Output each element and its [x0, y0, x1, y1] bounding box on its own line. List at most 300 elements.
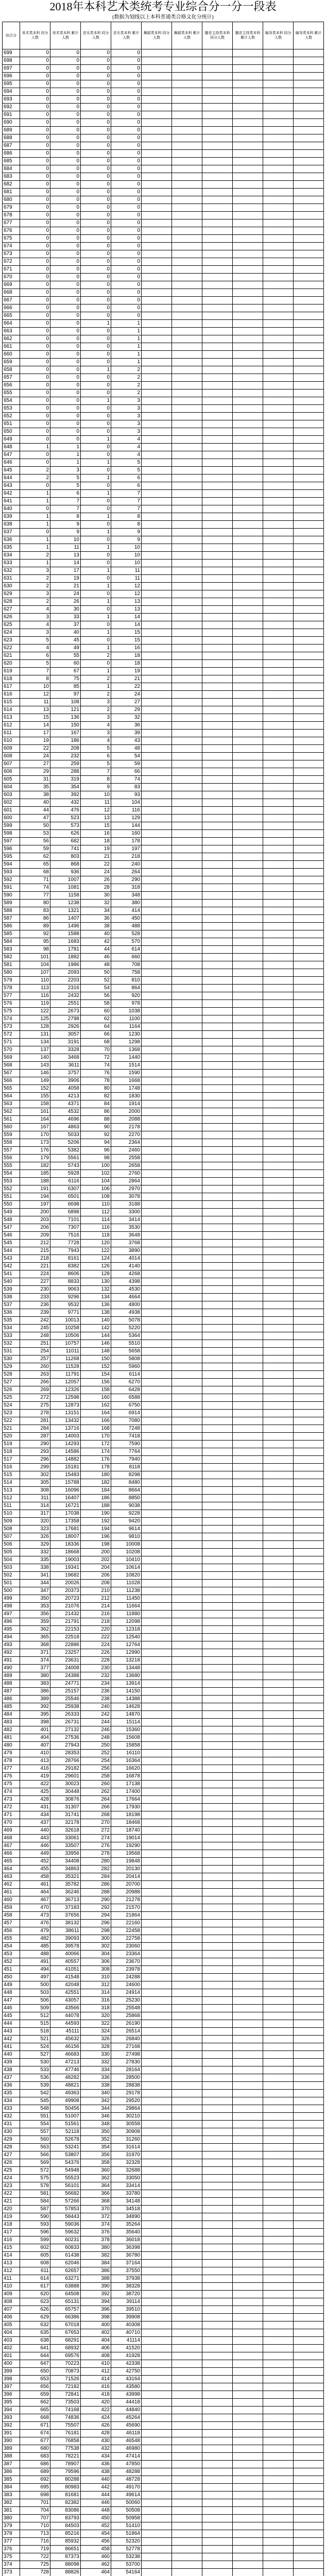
count-cell: 638	[20, 2337, 50, 2345]
count-cell: 33507	[50, 1842, 81, 1850]
count-cell	[202, 1502, 233, 1510]
count-cell	[263, 1440, 294, 1448]
score-cell: 416	[3, 2236, 20, 2244]
count-cell: 404	[81, 2337, 111, 2345]
count-cell	[202, 1958, 233, 1966]
count-cell: 21864	[111, 1912, 142, 1920]
count-cell: 152	[81, 1363, 111, 1371]
count-cell	[263, 1757, 294, 1765]
count-cell	[202, 2298, 233, 2306]
count-cell: 49908	[50, 2097, 81, 2105]
count-cell	[233, 1889, 263, 1896]
table-row	[3, 799, 324, 807]
score-cell: 568	[3, 1062, 20, 1070]
count-cell	[172, 1788, 202, 1796]
count-cell	[202, 1371, 233, 1379]
count-cell	[263, 1371, 294, 1379]
count-cell	[263, 2453, 294, 2461]
count-cell	[263, 637, 294, 645]
score-cell: 631	[3, 575, 20, 583]
count-cell	[142, 2066, 172, 2074]
count-cell	[202, 1100, 233, 1108]
count-cell: 36	[111, 722, 142, 730]
count-cell	[172, 845, 202, 853]
table-row	[3, 768, 324, 776]
count-cell	[142, 57, 172, 65]
count-cell: 156	[81, 1379, 111, 1386]
count-cell	[233, 1734, 263, 1742]
score-cell: 675	[3, 235, 20, 243]
count-cell	[142, 629, 172, 637]
count-cell	[263, 1147, 294, 1155]
count-cell	[142, 714, 172, 722]
count-cell: 320	[81, 2012, 111, 2020]
count-cell	[142, 2059, 172, 2066]
count-cell	[142, 2306, 172, 2314]
count-cell: 20026	[50, 1580, 81, 1587]
count-cell	[202, 2391, 233, 2399]
count-cell	[294, 1433, 324, 1440]
count-cell	[263, 2267, 294, 2275]
score-cell: 433	[3, 2105, 20, 2113]
count-cell: 134	[20, 1039, 50, 1046]
count-cell: 354	[50, 784, 81, 791]
count-cell: 28766	[50, 1757, 81, 1765]
count-cell	[202, 969, 233, 977]
table-row	[3, 1386, 324, 1394]
count-cell: 8833	[50, 1278, 81, 1286]
table-row	[3, 1896, 324, 1904]
count-cell	[294, 1162, 324, 1170]
count-cell	[172, 1873, 202, 1881]
count-cell: 5743	[50, 1162, 81, 1170]
table-row	[3, 1410, 324, 1417]
count-cell: 176	[20, 1147, 50, 1155]
count-cell: 8664	[111, 1487, 142, 1495]
count-cell	[294, 2167, 324, 2175]
count-cell: 0	[20, 351, 50, 359]
count-cell	[263, 807, 294, 815]
count-cell	[263, 490, 294, 498]
count-cell: 184	[81, 1487, 111, 1495]
count-cell	[172, 2036, 202, 2043]
count-cell	[294, 1734, 324, 1742]
count-cell: 728	[20, 2569, 50, 2576]
table-row	[3, 366, 324, 374]
count-cell: 41114	[111, 2337, 142, 2345]
count-cell	[142, 923, 172, 930]
table-row	[3, 1526, 324, 1533]
count-cell	[202, 1425, 233, 1433]
count-cell	[263, 1742, 294, 1750]
count-cell	[142, 969, 172, 977]
count-cell	[142, 861, 172, 869]
count-cell: 2093	[50, 969, 81, 977]
score-cell: 672	[3, 258, 20, 266]
count-cell	[263, 2182, 294, 2190]
count-cell	[263, 961, 294, 969]
count-cell: 38328	[111, 2283, 142, 2291]
count-cell: 43566	[50, 2005, 81, 2012]
score-cell: 437	[3, 2074, 20, 2082]
score-cell: 648	[3, 444, 20, 451]
count-cell	[142, 1155, 172, 1162]
score-cell: 612	[3, 722, 20, 730]
count-cell: 281	[20, 1417, 50, 1425]
count-cell	[294, 2206, 324, 2213]
count-cell	[294, 1425, 324, 1433]
count-cell: 0	[81, 312, 111, 320]
count-cell	[233, 1796, 263, 1804]
count-cell: 39093	[50, 1935, 81, 1943]
count-cell: 190	[81, 1510, 111, 1518]
count-cell: 182	[81, 1479, 111, 1487]
count-cell: 218	[111, 853, 142, 861]
count-cell: 49	[50, 645, 81, 652]
score-cell: 475	[3, 1781, 20, 1788]
count-cell	[172, 2190, 202, 2198]
table-row	[3, 2337, 324, 2345]
count-cell: 1	[81, 366, 111, 374]
count-cell	[172, 1611, 202, 1618]
count-cell: 167	[20, 1124, 50, 1131]
count-cell: 30876	[50, 1796, 81, 1804]
count-cell	[142, 2244, 172, 2252]
count-cell: 3	[111, 413, 142, 420]
table-row	[3, 2136, 324, 2144]
count-cell	[172, 1062, 202, 1070]
count-cell	[263, 196, 294, 204]
table-row	[3, 2066, 324, 2074]
count-cell	[294, 1263, 324, 1270]
count-cell	[263, 1696, 294, 1703]
count-cell	[172, 227, 202, 235]
count-cell	[172, 1139, 202, 1147]
table-row	[3, 900, 324, 907]
count-cell	[294, 2229, 324, 2236]
count-cell: 590	[20, 2213, 50, 2221]
count-cell	[142, 1711, 172, 1719]
count-cell	[294, 1479, 324, 1487]
count-cell	[294, 598, 324, 606]
count-cell: 0	[20, 397, 50, 405]
count-cell	[263, 915, 294, 923]
count-cell	[172, 1170, 202, 1178]
count-cell: 2551	[50, 1000, 81, 1008]
count-cell	[233, 2036, 263, 2043]
count-cell	[294, 196, 324, 204]
count-cell: 2558	[111, 1155, 142, 1162]
count-cell	[233, 1448, 263, 1456]
count-cell	[233, 946, 263, 954]
count-cell	[142, 165, 172, 173]
count-cell	[172, 127, 202, 134]
count-cell	[172, 614, 202, 621]
count-cell: 4	[111, 451, 142, 459]
count-cell: 0	[20, 405, 50, 413]
count-cell	[172, 1301, 202, 1309]
count-cell: 3	[81, 730, 111, 737]
count-cell	[202, 49, 233, 57]
count-cell: 311	[20, 1495, 50, 1502]
count-cell	[172, 668, 202, 675]
score-cell: 394	[3, 2406, 20, 2414]
count-cell	[172, 1757, 202, 1765]
count-cell: 290	[111, 876, 142, 884]
count-cell	[142, 2159, 172, 2167]
count-cell	[142, 513, 172, 521]
count-cell	[263, 312, 294, 320]
count-cell: 0	[81, 444, 111, 451]
count-cell: 66386	[50, 2314, 81, 2321]
count-cell	[294, 2020, 324, 2028]
count-cell	[172, 1433, 202, 1440]
count-cell	[233, 815, 263, 822]
count-cell: 5364	[111, 1332, 142, 1340]
count-cell	[263, 1093, 294, 1100]
count-cell	[172, 1811, 202, 1819]
count-cell	[263, 2066, 294, 2074]
count-cell: 4	[111, 444, 142, 451]
count-cell	[233, 2437, 263, 2445]
count-cell: 56101	[50, 2182, 81, 2190]
count-cell	[233, 1216, 263, 1224]
count-cell	[294, 892, 324, 900]
count-cell	[294, 2236, 324, 2244]
count-cell: 92	[20, 930, 50, 938]
count-cell: 0	[20, 482, 50, 490]
count-cell	[263, 714, 294, 722]
count-cell: 650	[20, 2368, 50, 2376]
count-cell	[202, 2175, 233, 2182]
count-cell	[142, 1309, 172, 1317]
count-cell	[294, 2267, 324, 2275]
count-cell	[294, 1850, 324, 1858]
score-cell: 474	[3, 1788, 20, 1796]
count-cell: 442	[81, 2484, 111, 2492]
count-cell: 2864	[111, 1178, 142, 1185]
count-cell	[263, 521, 294, 529]
count-cell	[263, 629, 294, 637]
count-cell	[294, 65, 324, 73]
count-cell	[202, 830, 233, 838]
count-cell	[202, 2383, 233, 2391]
count-cell: 71526	[50, 2376, 81, 2383]
count-cell	[172, 2229, 202, 2236]
count-cell	[263, 1062, 294, 1070]
count-cell	[294, 2059, 324, 2066]
count-cell	[202, 212, 233, 219]
count-cell	[294, 1015, 324, 1023]
table-row	[3, 212, 324, 219]
count-cell	[294, 505, 324, 513]
count-cell	[263, 65, 294, 73]
count-cell: 31	[20, 776, 50, 784]
table-row	[3, 1920, 324, 1927]
count-cell	[172, 1997, 202, 2005]
count-cell: 286	[81, 1881, 111, 1889]
count-cell	[263, 266, 294, 274]
count-cell	[233, 2314, 263, 2321]
score-cell: 414	[3, 2252, 20, 2260]
count-cell	[142, 938, 172, 946]
score-cell: 499	[3, 1595, 20, 1603]
count-cell	[263, 737, 294, 745]
table-row	[3, 1611, 324, 1618]
table-row	[3, 1286, 324, 1294]
count-cell: 9420	[111, 1518, 142, 1526]
count-cell	[202, 2329, 233, 2337]
count-cell: 53241	[50, 2144, 81, 2151]
count-cell: 5658	[111, 1348, 142, 1355]
count-cell	[172, 876, 202, 884]
count-cell	[263, 1046, 294, 1054]
count-cell	[294, 1603, 324, 1611]
count-cell: 287	[20, 1433, 50, 1440]
count-cell: 240	[81, 1703, 111, 1711]
count-cell: 4014	[111, 1255, 142, 1263]
count-cell	[172, 745, 202, 753]
count-cell: 0	[81, 297, 111, 304]
count-cell: 7	[111, 505, 142, 513]
count-cell	[263, 1781, 294, 1788]
count-cell: 39510	[111, 2306, 142, 2314]
count-cell	[202, 382, 233, 389]
score-cell: 542	[3, 1263, 20, 1270]
count-cell	[263, 142, 294, 150]
count-cell	[202, 1224, 233, 1232]
count-cell	[294, 768, 324, 776]
count-cell	[294, 730, 324, 737]
count-cell: 146	[81, 1340, 111, 1348]
count-cell	[202, 2546, 233, 2553]
count-cell	[233, 2561, 263, 2569]
count-cell: 113	[20, 985, 50, 992]
count-cell: 70	[81, 1046, 111, 1054]
count-cell: 0	[81, 212, 111, 219]
count-cell	[172, 869, 202, 876]
count-cell	[172, 2522, 202, 2530]
count-cell: 227	[20, 1278, 50, 1286]
table-row	[3, 992, 324, 1000]
count-cell: 1440	[111, 1054, 142, 1062]
count-cell: 129	[111, 815, 142, 822]
count-cell	[263, 382, 294, 389]
count-cell	[172, 683, 202, 691]
count-cell: 1	[20, 544, 50, 552]
count-cell	[142, 2206, 172, 2213]
count-cell	[142, 413, 172, 420]
count-cell	[294, 1920, 324, 1927]
count-cell	[142, 1881, 172, 1889]
count-cell	[172, 946, 202, 954]
count-cell	[294, 2337, 324, 2345]
count-cell: 7	[111, 490, 142, 498]
count-cell: 7	[111, 498, 142, 505]
count-cell: 322	[81, 2020, 111, 2028]
count-cell: 102	[81, 1170, 111, 1178]
score-cell: 441	[3, 2043, 20, 2051]
count-cell: 0	[20, 359, 50, 366]
count-cell: 242	[20, 1317, 50, 1325]
count-cell: 17930	[111, 1804, 142, 1811]
count-cell	[233, 1564, 263, 1572]
count-cell	[172, 165, 202, 173]
count-cell	[142, 1912, 172, 1920]
count-cell	[202, 2190, 233, 2198]
count-cell: 68291	[50, 2337, 81, 2345]
count-cell	[233, 1966, 263, 1974]
count-cell	[202, 1626, 233, 1634]
count-cell	[233, 2569, 263, 2576]
count-cell	[233, 529, 263, 536]
score-cell: 629	[3, 590, 20, 598]
count-cell	[294, 142, 324, 150]
count-cell	[172, 1162, 202, 1170]
score-cell: 660	[3, 351, 20, 359]
count-cell	[172, 2275, 202, 2283]
count-cell	[233, 1371, 263, 1379]
count-cell	[263, 2252, 294, 2260]
count-cell: 1	[20, 521, 50, 529]
table-row	[3, 923, 324, 930]
count-cell: 570	[111, 938, 142, 946]
count-cell: 40	[50, 629, 81, 637]
count-cell	[263, 1348, 294, 1355]
count-cell: 0	[50, 428, 81, 436]
count-cell	[294, 614, 324, 621]
count-cell: 0	[20, 88, 50, 96]
count-cell	[172, 969, 202, 977]
count-cell	[263, 397, 294, 405]
count-cell: 8850	[111, 1495, 142, 1502]
count-cell	[202, 1750, 233, 1757]
score-cell: 539	[3, 1286, 20, 1294]
count-cell	[233, 2151, 263, 2159]
count-cell	[202, 127, 233, 134]
count-cell: 142	[81, 1325, 111, 1332]
table-row	[3, 1301, 324, 1309]
count-cell	[202, 467, 233, 474]
count-cell	[263, 1773, 294, 1781]
count-cell	[233, 730, 263, 737]
count-cell	[263, 88, 294, 96]
score-cell: 513	[3, 1487, 20, 1495]
count-cell	[202, 1116, 233, 1124]
count-cell: 1496	[50, 923, 81, 930]
count-cell	[233, 158, 263, 165]
count-cell: 677	[20, 2437, 50, 2445]
count-cell: 24388	[50, 1672, 81, 1680]
count-cell: 158	[20, 1100, 50, 1108]
count-cell: 2178	[111, 1124, 142, 1131]
score-cell: 434	[3, 2097, 20, 2105]
score-cell: 587	[3, 915, 20, 923]
table-row	[3, 815, 324, 822]
count-cell	[142, 930, 172, 938]
count-cell: 50	[20, 822, 50, 830]
count-cell	[294, 1031, 324, 1039]
count-cell	[294, 907, 324, 915]
count-cell: 41051	[50, 1966, 81, 1974]
count-cell	[172, 861, 202, 869]
count-cell	[142, 1247, 172, 1255]
count-cell: 0	[111, 219, 142, 227]
count-cell: 596	[20, 2229, 50, 2236]
count-cell: 0	[81, 235, 111, 243]
count-cell	[202, 822, 233, 830]
count-cell: 59	[111, 760, 142, 768]
